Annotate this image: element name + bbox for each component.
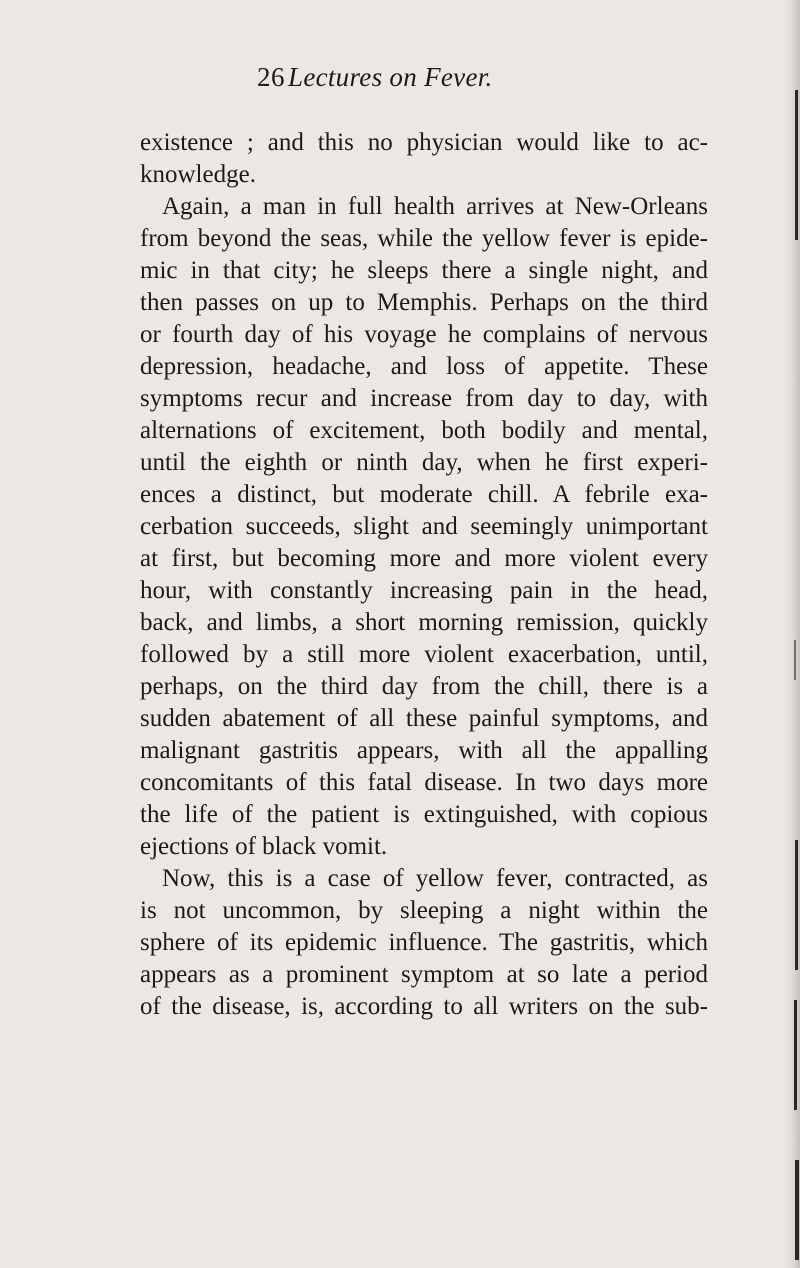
text-line: back, and limbs, a short morning remission, quickly: [140, 609, 708, 636]
page-edge-mark: [795, 90, 798, 240]
text-line: of the disease, is, according to all writers on the sub-: [140, 993, 708, 1020]
text-line: mic in that city; he sleeps there a single night, and: [140, 257, 708, 284]
text-line: concomitants of this fatal disease. In two days more: [140, 769, 708, 796]
text-line: the life of the patient is extinguished, with copious: [140, 801, 708, 828]
running-title: Lectures on Fever.: [288, 62, 493, 92]
text-line: then passes on up to Memphis. Perhaps on the third: [140, 289, 708, 316]
text-line: depression, headache, and loss of appetite. These: [140, 353, 708, 380]
text-line: or fourth day of his voyage he complains of nervous: [140, 321, 708, 348]
page-edge-mark: [795, 1160, 799, 1260]
text-line: malignant gastritis appears, with all the appalling: [140, 737, 708, 764]
body-text: [140, 127, 708, 1023]
text-line: at first, but becoming more and more violent every: [140, 545, 708, 572]
page-edge-mark: [794, 640, 796, 680]
text-line: knowledge.: [140, 161, 256, 188]
text-line: followed by a still more violent exacerbation, until,: [140, 641, 708, 668]
page-header: [0, 62, 800, 98]
text-line: ences a distinct, but moderate chill. A febrile exa-: [140, 481, 708, 508]
text-line: alternations of excitement, both bodily and mental,: [140, 417, 708, 444]
text-line: symptoms recur and increase from day to day, with: [140, 385, 708, 412]
text-line: appears as a prominent symptom at so late a period: [140, 961, 708, 988]
text-line: existence ; and this no physician would like to ac-: [140, 129, 708, 156]
page-number: 26: [257, 62, 285, 92]
text-line: perhaps, on the third day from the chill, there is a: [140, 673, 708, 700]
page-edge-mark: [794, 1000, 797, 1110]
text-line: is not uncommon, by sleeping a night within the: [140, 897, 708, 924]
text-line: from beyond the seas, while the yellow fever is epide-: [140, 225, 708, 252]
page-edge-mark: [795, 840, 798, 970]
text-line: sphere of its epidemic influence. The gastritis, which: [140, 929, 708, 956]
text-line: ejections of black vomit.: [140, 833, 388, 860]
text-line: sudden abatement of all these painful symptoms, and: [140, 705, 708, 732]
text-line: cerbation succeeds, slight and seemingly unimportant: [140, 513, 708, 540]
text-line: Now, this is a case of yellow fever, contracted, as: [162, 865, 708, 892]
text-line: until the eighth or ninth day, when he first experi-: [140, 449, 708, 476]
text-line: Again, a man in full health arrives at New-Orleans: [162, 193, 708, 220]
text-line: hour, with constantly increasing pain in the head,: [140, 577, 708, 604]
